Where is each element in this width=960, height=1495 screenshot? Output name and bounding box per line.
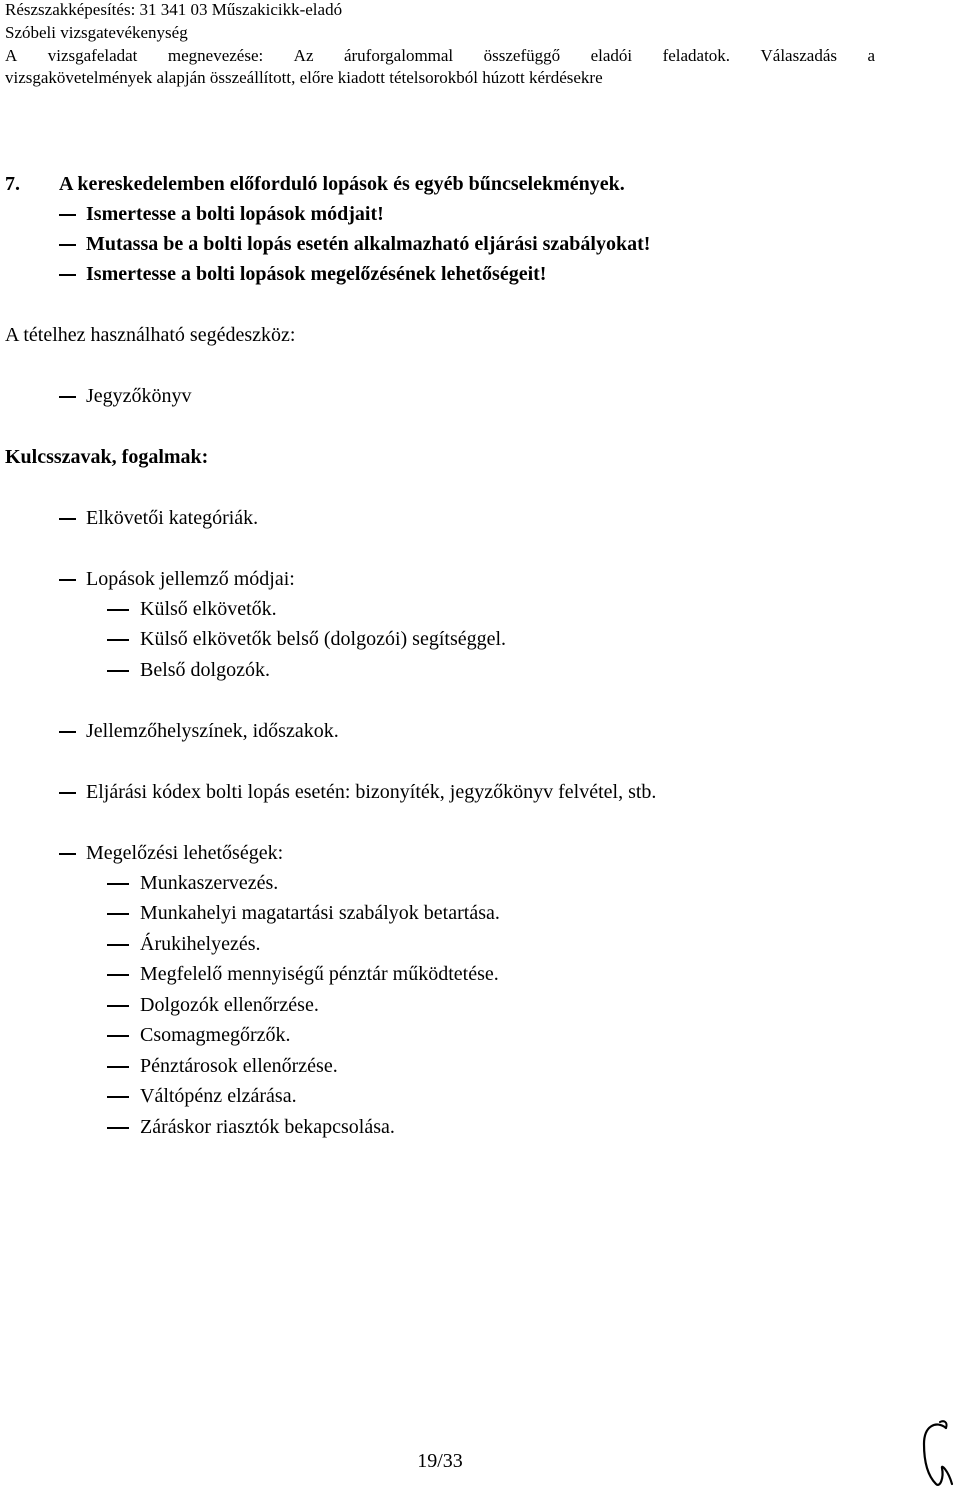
tool-item: Jegyzőkönyv [86, 385, 192, 407]
keyword-subitem: Külső elkövetők. [140, 598, 277, 620]
dash-marker [107, 883, 129, 885]
dash-marker [59, 518, 76, 520]
keyword-item: Lopások jellemző módjai: [86, 568, 295, 590]
dash-marker [59, 274, 76, 276]
dash-marker [59, 214, 76, 216]
tools-heading: A tételhez használható segédeszköz: [5, 324, 296, 346]
dash-marker [59, 244, 76, 246]
item-title: A kereskedelemben előforduló lopások és egyéb bűncselekmények. [59, 173, 625, 195]
keyword-subitem: Külső elkövetők belső (dolgozói) segítséggel. [140, 628, 507, 650]
keyword-subitem: Árukihelyezés. [140, 933, 261, 955]
header-exam-type: Szóbeli vizsgatevékenység [5, 23, 188, 42]
keyword-subitem: Munkaszervezés. [140, 872, 279, 894]
keyword-item: Eljárási kódex bolti lopás esetén: bizonyíték, jegyzőkönyv felvétel, stb. [86, 781, 657, 803]
keyword-subitem: Megfelelő mennyiségű pénztár működtetése. [140, 963, 499, 985]
keyword-subitem: Dolgozók ellenőrzése. [140, 994, 319, 1016]
dash-marker [59, 579, 76, 581]
header-task-name: A vizsgafeladat megnevezése: Az áruforgalommal összefüggő eladói feladatok. Válaszadás a [5, 46, 875, 65]
task-item: Ismertesse a bolti lopások megelőzésének lehetőségeit! [86, 263, 547, 285]
keyword-item: Elkövetői kategóriák. [86, 507, 259, 529]
dash-marker [107, 1005, 129, 1007]
dash-marker [107, 1127, 129, 1129]
keywords-heading: Kulcsszavak, fogalmak: [5, 446, 209, 468]
dash-marker [107, 1066, 129, 1068]
dash-marker [59, 396, 76, 398]
dash-marker [107, 639, 129, 641]
dash-marker [107, 670, 129, 672]
task-item: Ismertesse a bolti lopások módjait! [86, 203, 384, 225]
dash-marker [107, 913, 129, 915]
keyword-subitem: Záráskor riasztók bekapcsolása. [140, 1116, 395, 1138]
dash-marker [59, 792, 76, 794]
keyword-subitem: Munkahelyi magatartási szabályok betartása. [140, 902, 500, 924]
dash-marker [107, 609, 129, 611]
header-task-name-cont: vizsgakövetelmények alapján összeállított, előre kiadott tételsorokból húzott kérdésekre [5, 68, 603, 87]
keyword-subitem: Csomagmegőrzők. [140, 1024, 291, 1046]
keyword-subitem: Váltópénz elzárása. [140, 1085, 297, 1107]
dash-marker [107, 1035, 129, 1037]
dash-marker [59, 853, 76, 855]
dash-marker [59, 731, 76, 733]
keyword-subitem: Belső dolgozók. [140, 659, 270, 681]
signature-mark [918, 1418, 956, 1490]
keyword-item: Jellemzőhelyszínek, időszakok. [86, 720, 339, 742]
task-item: Mutassa be a bolti lopás esetén alkalmazható eljárási szabályokat! [86, 233, 651, 255]
header-qualification: Részszakképesítés: 31 341 03 Műszakicikk-eladó [5, 0, 343, 19]
dash-marker [107, 974, 129, 976]
dash-marker [107, 1096, 129, 1098]
item-number: 7. [5, 173, 20, 195]
keyword-item: Megelőzési lehetőségek: [86, 842, 284, 864]
page-number: 19/33 [417, 1450, 463, 1472]
dash-marker [107, 944, 129, 946]
keyword-subitem: Pénztárosok ellenőrzése. [140, 1055, 338, 1077]
